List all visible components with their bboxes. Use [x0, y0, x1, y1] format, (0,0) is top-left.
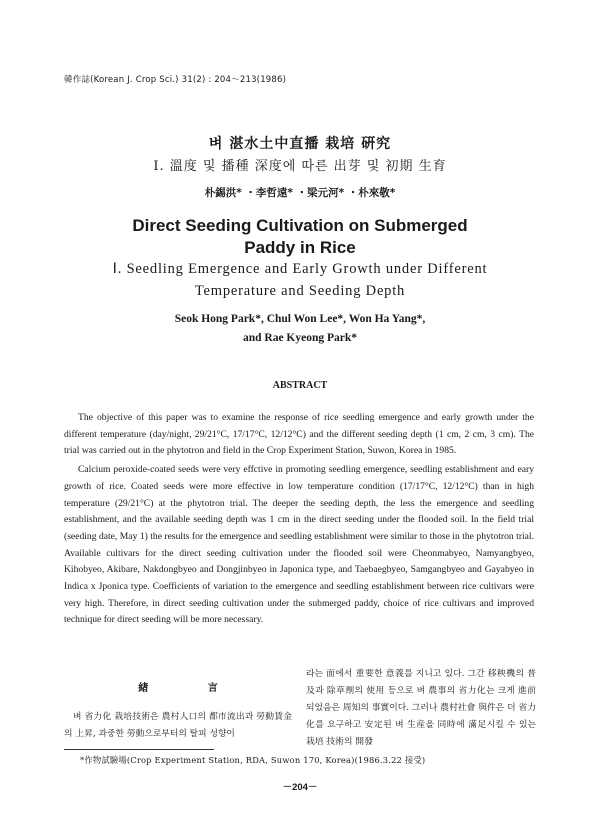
- introduction-heading: 緖 言: [138, 683, 246, 694]
- korean-authors: 朴錫洪* ・李哲遠* ・梁元河* ・朴來敬*: [204, 187, 396, 199]
- abstract-body: [64, 410, 534, 631]
- english-title-line1: Direct Seeding Cultivation on Submerged: [132, 216, 468, 235]
- english-subtitle-line1: Ⅰ. Seedling Emergence and Early Growth under Different: [112, 261, 488, 277]
- body-right-column: [306, 666, 536, 751]
- english-authors-line2: and Rae Kyeong Park*: [242, 332, 358, 344]
- abstract-paragraph-1: The objective of this paper was to examine the response of rice seedling emergence and early growth under the different temperature (day/night, 29/21°C, 17/17°C, 12/12°C) and the different seeding depth (1 cm, 2 cm, 3 cm). The trial was carried out in the phytotron and field in the Crop Experiment Station, Suwon, Korea in 1985.: [64, 412, 534, 457]
- english-subtitle-line2: Temperature and Seeding Depth: [194, 283, 406, 299]
- english-authors: [0, 310, 600, 348]
- journal-citation: 韓作誌(Korean J. Crop Sci.) 31(2) : 204～213(1986): [64, 75, 287, 85]
- page-number: －204－: [282, 782, 318, 793]
- english-authors-line1: Seok Hong Park*, Chul Won Lee*, Won Ha Yang*,: [174, 313, 426, 325]
- body-right-text: 라는 面에서 重要한 意義를 지니고 있다. 그간 移秧機의 普及과 除草劑의 使用 등으로 벼 農事의 省力化는 크게 進前되었음은 周知의 事實이다. 그러나 農村社會 與件은 더 省力化를 요구하고 安定된 벼 生産을 同時에 滿足시킬 수 있는 栽培 技術의 開發: [306, 669, 536, 747]
- korean-subtitle: Ⅰ. 溫度 및 播種 深度에 따른 出芽 및 初期 生育: [153, 159, 447, 174]
- english-title-line2: Paddy in Rice: [244, 238, 356, 257]
- korean-title: 벼 湛水土中直播 栽培 硏究: [208, 136, 392, 152]
- body-left-text: 벼 省力化 栽培技術은 農村人口의 都市流出과 勞動賃金의 上昇, 과중한 勞動으로부터의 탈피 성향이: [64, 712, 292, 739]
- abstract-heading: ABSTRACT: [272, 380, 328, 391]
- body-left-column: [64, 666, 292, 743]
- english-title: [0, 215, 600, 259]
- abstract-paragraph-2: Calcium peroxide-coated seeds were very effctive in promoting seedling emergence, seedling establishment and eary growth of rice. Coated seeds were more effective in low temperature condition (17/17°C, 12/12°C) than in high temperature (29/21°C) at the phytotron trial. The deeper the seeding depth, the less the emergence and seedling establishment, and the available seeding depth was 1 cm in the direct seeding under the flooded soil. In the field trial (seeding date, May 1) the results for the emergence and seedling establishment were similar to those in the phytotron trial. Available cultivars for the direct seeding cultivation under the flooded soil were Cheonmabyeo, Namyangbyeo, Kihobyeo, Akibare, Nakdongbyeo and Dongjinbyeo in Japonica type, and Taebaegbyeo, Samgangbyeo and Gayabyeo in Indica x Jponica type. Coefficients of variation to the emergence and seedling establishment between rice cultivars were very high. Therefore, in direct seeding cultivation under the submerged paddy, choice of rice cultivars and improved technique for direct seeding will be more necessary.: [64, 464, 534, 626]
- footnote: *作物試驗場(Crop Experiment Station, RDA, Suwon 170, Korea)(1986.3.22 接受): [80, 755, 426, 765]
- english-subtitle: [0, 258, 600, 302]
- footnote-divider: [64, 749, 214, 750]
